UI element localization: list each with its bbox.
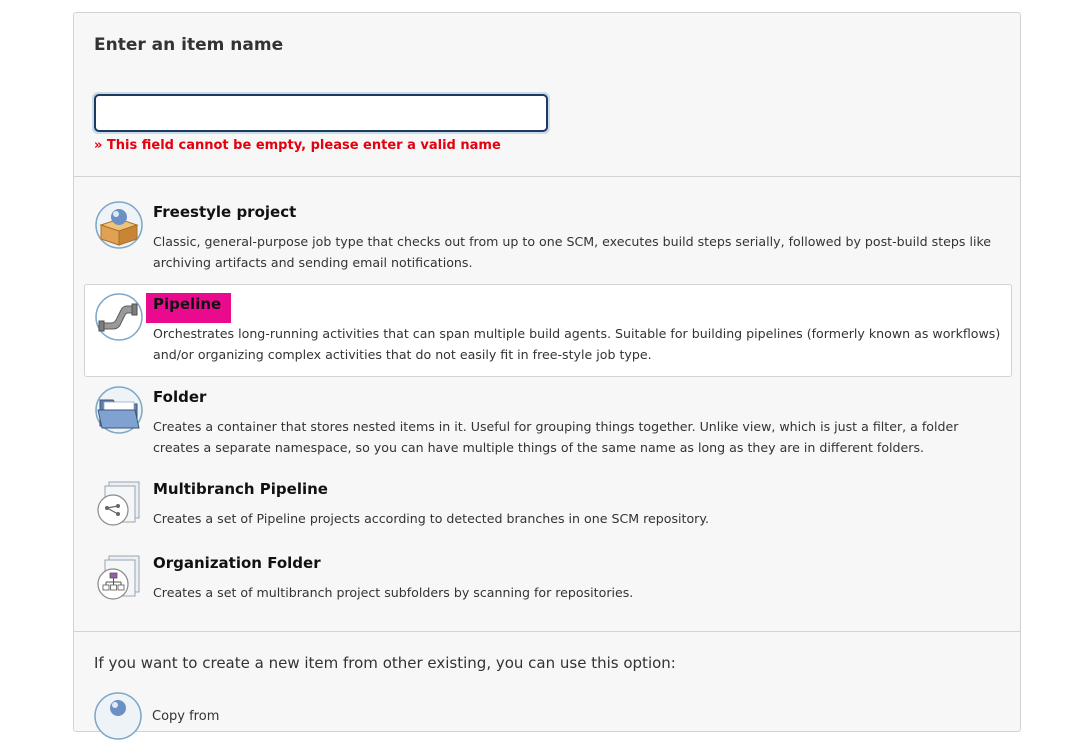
- item-type-description: Creates a set of multibranch project subfolders by scanning for repositories.: [153, 585, 634, 600]
- copy-from-icon: [94, 692, 142, 740]
- pipe-icon: [95, 293, 143, 341]
- multibranch-icon: [95, 478, 143, 526]
- item-type-description: Classic, general-purpose job type that checks out from up to one SCM, executes build steps serially, followed by post-build steps like archiving artifacts and sending email notifications.: [153, 234, 992, 270]
- copy-from-hint: If you want to create a new item from other existing, you can use this option:: [94, 654, 676, 672]
- item-name-section: [74, 13, 1020, 177]
- item-type-freestyle[interactable]: [84, 192, 1012, 284]
- item-type-description: Orchestrates long-running activities that can span multiple build agents. Suitable for building pipelines (formerly known as workflows) and/or organizing complex activities that do not easily fit in free-style job type.: [153, 326, 1001, 362]
- item-type-title: Freestyle project: [153, 203, 297, 221]
- item-type-multibranch-pipeline[interactable]: [84, 469, 1012, 544]
- freestyle-box-icon: [95, 201, 143, 249]
- item-type-description: Creates a container that stores nested items in it. Useful for grouping things together. Unlike view, which is just a filter, a folder creates a separate namespace, so you can have multiple things of the same name as long as they are in different folders.: [153, 419, 959, 455]
- new-item-panel: [73, 12, 1021, 732]
- item-type-folder[interactable]: [84, 377, 1012, 469]
- item-name-input[interactable]: [94, 94, 548, 132]
- copy-from-section: [74, 631, 1020, 752]
- copy-from-label[interactable]: Copy from: [152, 709, 220, 724]
- folder-icon: [95, 386, 143, 434]
- item-type-title: Pipeline: [146, 293, 231, 323]
- item-type-description: Creates a set of Pipeline projects according to detected branches in one SCM repository.: [153, 511, 710, 526]
- item-name-input-focus-ring: [92, 92, 550, 134]
- item-name-title: Enter an item name: [94, 35, 284, 55]
- item-type-title: Folder: [153, 388, 207, 406]
- item-type-organization-folder[interactable]: [84, 543, 1012, 618]
- item-name-error: » This field cannot be empty, please enter a valid name: [94, 138, 501, 153]
- organization-folder-icon: [95, 552, 143, 600]
- item-type-title: Multibranch Pipeline: [153, 480, 328, 498]
- item-type-title: Organization Folder: [153, 554, 321, 572]
- item-type-pipeline[interactable]: [84, 284, 1012, 377]
